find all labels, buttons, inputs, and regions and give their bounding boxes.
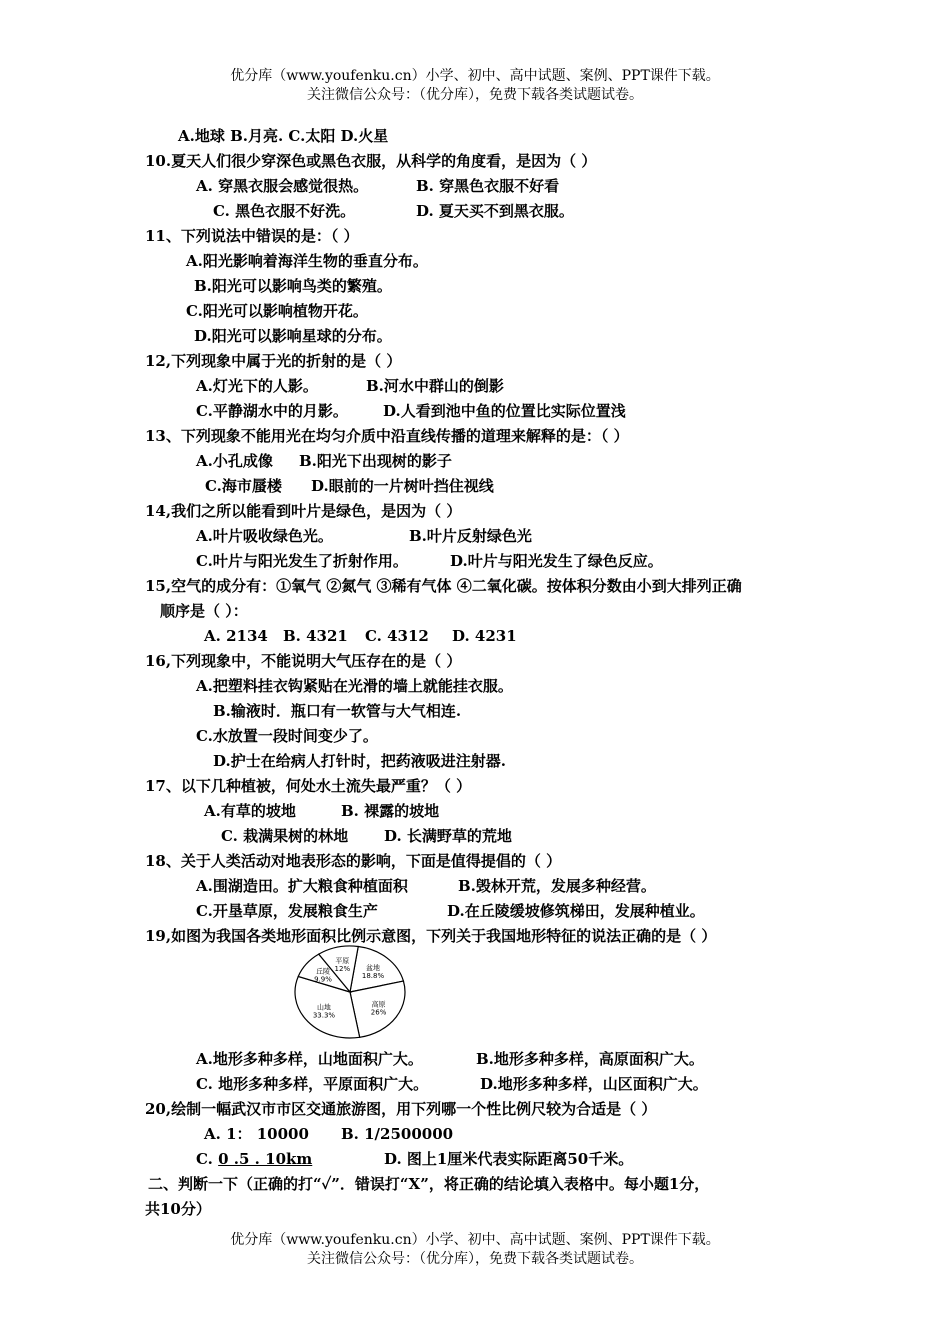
q17-stem: 17、以下几种植被，何处水土流失最严重？（ ） [145, 777, 472, 795]
pie-label-5: 平原 [335, 957, 350, 966]
footer-line-1: 优分库（www.youfenku.cn）小学、初中、高中试题、案例、PPT课件下载。 [230, 1232, 720, 1248]
q18-option-d: D.在丘陵缓坡修筑梯田，发展种植业。 [447, 902, 705, 920]
q14-option-c: C.叶片与阳光发生了折射作用。 [196, 552, 408, 570]
terrain-pie-chart [292, 944, 412, 1042]
pie-value-4: 9.9% [314, 975, 332, 984]
q16-option-b: B.输液时．瓶口有一软管与大气相连. [213, 702, 462, 720]
q10-option-d: D. 夏天买不到黑衣服。 [416, 202, 574, 220]
q19-option-b: B.地形多种多样，高原面积广大。 [476, 1050, 704, 1068]
section-2-heading-line-2: 共10分） [145, 1200, 211, 1218]
q10-stem: 10.夏天人们很少穿深色或黑色衣服，从科学的角度看，是因为（ ） [145, 152, 597, 170]
q17-option-c: C. 栽满果树的林地 [221, 827, 349, 845]
q11-stem: 11、下列说法中错误的是：（ ） [145, 227, 359, 245]
q15-stem-line-2: 顺序是（ ）： [160, 602, 248, 620]
q12-option-b: B.河水中群山的倒影 [366, 377, 504, 395]
q18-option-a: A.围湖造田。扩大粮食种植面积 [196, 877, 408, 895]
header-line-1: 优分库（www.youfenku.cn）小学、初中、高中试题、案例、PPT课件下载。 [230, 68, 720, 84]
q14-option-b: B.叶片反射绿色光 [409, 527, 532, 545]
q13-option-b: B.阳光下出现树的影子 [299, 452, 452, 470]
q20-option-c-label: C. [196, 1150, 213, 1168]
q20-option-c [196, 1149, 312, 1169]
q15-option-b: B. 4321 [283, 627, 348, 645]
q11-option-a: A.阳光影响着海洋生物的垂直分布。 [186, 252, 428, 270]
pie-label-2: 高原 [371, 1000, 386, 1009]
q19-stem: 19,如图为我国各类地形面积比例示意图，下列关于我国地形特征的说法正确的是（ ） [145, 927, 717, 945]
pie-value-3: 33.3% [312, 1011, 336, 1020]
q20-option-c-scale: 0 .5 . 10km [218, 1150, 313, 1168]
q10-option-c: C. 黑色衣服不好洗。 [213, 202, 356, 220]
q10-option-a: A. 穿黑衣服会感觉很热。 [196, 177, 369, 195]
q13-option-a: A.小孔成像 [196, 452, 273, 470]
q16-stem: 16,下列现象中，不能说明大气压存在的是（ ） [145, 652, 462, 670]
q15-option-a: A. 2134 [204, 627, 268, 645]
q19-option-d: D.地形多种多样，山区面积广大。 [480, 1075, 708, 1093]
q13-option-d: D.眼前的一片树叶挡住视线 [311, 477, 494, 495]
q12-option-a: A.灯光下的人影。 [196, 377, 318, 395]
q11-option-c: C.阳光可以影响植物开花。 [186, 302, 368, 320]
q11-option-d: D.阳光可以影响星球的分布。 [194, 327, 392, 345]
q19-option-a: A.地形多种多样，山地面积广大。 [196, 1050, 423, 1068]
q12-option-c: C.平静湖水中的月影。 [196, 402, 348, 420]
q17-option-b: B. 裸露的坡地 [341, 802, 440, 820]
pie-label-3: 山地 [316, 1003, 331, 1012]
q16-option-c: C.水放置一段时间变少了。 [196, 727, 378, 745]
q18-option-c: C.开垦草原，发展粮食生产 [196, 902, 378, 920]
q14-stem: 14,我们之所以能看到叶片是绿色，是因为（ ） [145, 502, 462, 520]
q19-option-c: C. 地形多种多样，平原面积广大。 [196, 1075, 429, 1093]
q13-option-c: C.海市蜃楼 [205, 477, 282, 495]
q11-option-b: B.阳光可以影响鸟类的繁殖。 [194, 277, 392, 295]
q10-option-b: B. 穿黑色衣服不好看 [416, 177, 560, 195]
q17-option-a: A.有草的坡地 [204, 802, 296, 820]
pie-value-1: 18.8% [361, 971, 385, 980]
q20-option-d: D. 图上1厘米代表实际距离50千米。 [384, 1150, 634, 1168]
q20-option-b: B. 1/2500000 [341, 1125, 454, 1143]
q14-option-a: A.叶片吸收绿色光。 [196, 527, 333, 545]
pie-value-2: 26% [370, 1008, 387, 1017]
pie-label-1: 盆地 [366, 963, 381, 972]
section-2-heading: 二、判断一下（正确的打“✓”．错误打“X”，将正确的结论填入表格中。每小题1分， [148, 1175, 710, 1193]
header-line-2: 关注微信公众号：（优分库），免费下载各类试题试卷。 [307, 87, 643, 103]
footer-line-2: 关注微信公众号：（优分库），免费下载各类试题试卷。 [307, 1251, 643, 1267]
q15-option-d: D. 4231 [452, 627, 517, 645]
q13-stem: 13、下列现象不能用光在均匀介质中沿直线传播的道理来解释的是：（ ） [145, 427, 629, 445]
pie-label-4: 丘陵 [315, 967, 330, 976]
q15-option-c: C. 4312 [365, 627, 429, 645]
q14-option-d: D.叶片与阳光发生了绿色反应。 [450, 552, 663, 570]
q20-option-a: A. 1： 10000 [204, 1125, 309, 1143]
q16-option-a: A.把塑料挂衣钩紧贴在光滑的墙上就能挂衣服。 [196, 677, 513, 695]
q15-stem: 15,空气的成分有：①氧气 ②氮气 ③稀有气体 ④二氧化碳。按体积分数由小到大排列正确 [145, 577, 742, 595]
q18-stem: 18、关于人类活动对地表形态的影响，下面是值得提倡的（ ） [145, 852, 562, 870]
q12-stem: 12,下列现象中属于光的折射的是（ ） [145, 352, 402, 370]
q20-stem: 20,绘制一幅武汉市市区交通旅游图，用下列哪一个性比例尺较为合适是（ ） [145, 1100, 657, 1118]
q12-option-d: D.人看到池中鱼的位置比实际位置浅 [383, 402, 626, 420]
q16-option-d: D.护士在给病人打针时，把药液吸进注射器. [213, 752, 506, 770]
q17-option-d: D. 长满野草的荒地 [384, 827, 512, 845]
q18-option-b: B.毁林开荒，发展多种经营。 [458, 877, 656, 895]
pie-value-5: 12% [334, 965, 351, 974]
q9-options: A.地球 B.月亮. C.太阳 D.火星 [178, 127, 389, 145]
